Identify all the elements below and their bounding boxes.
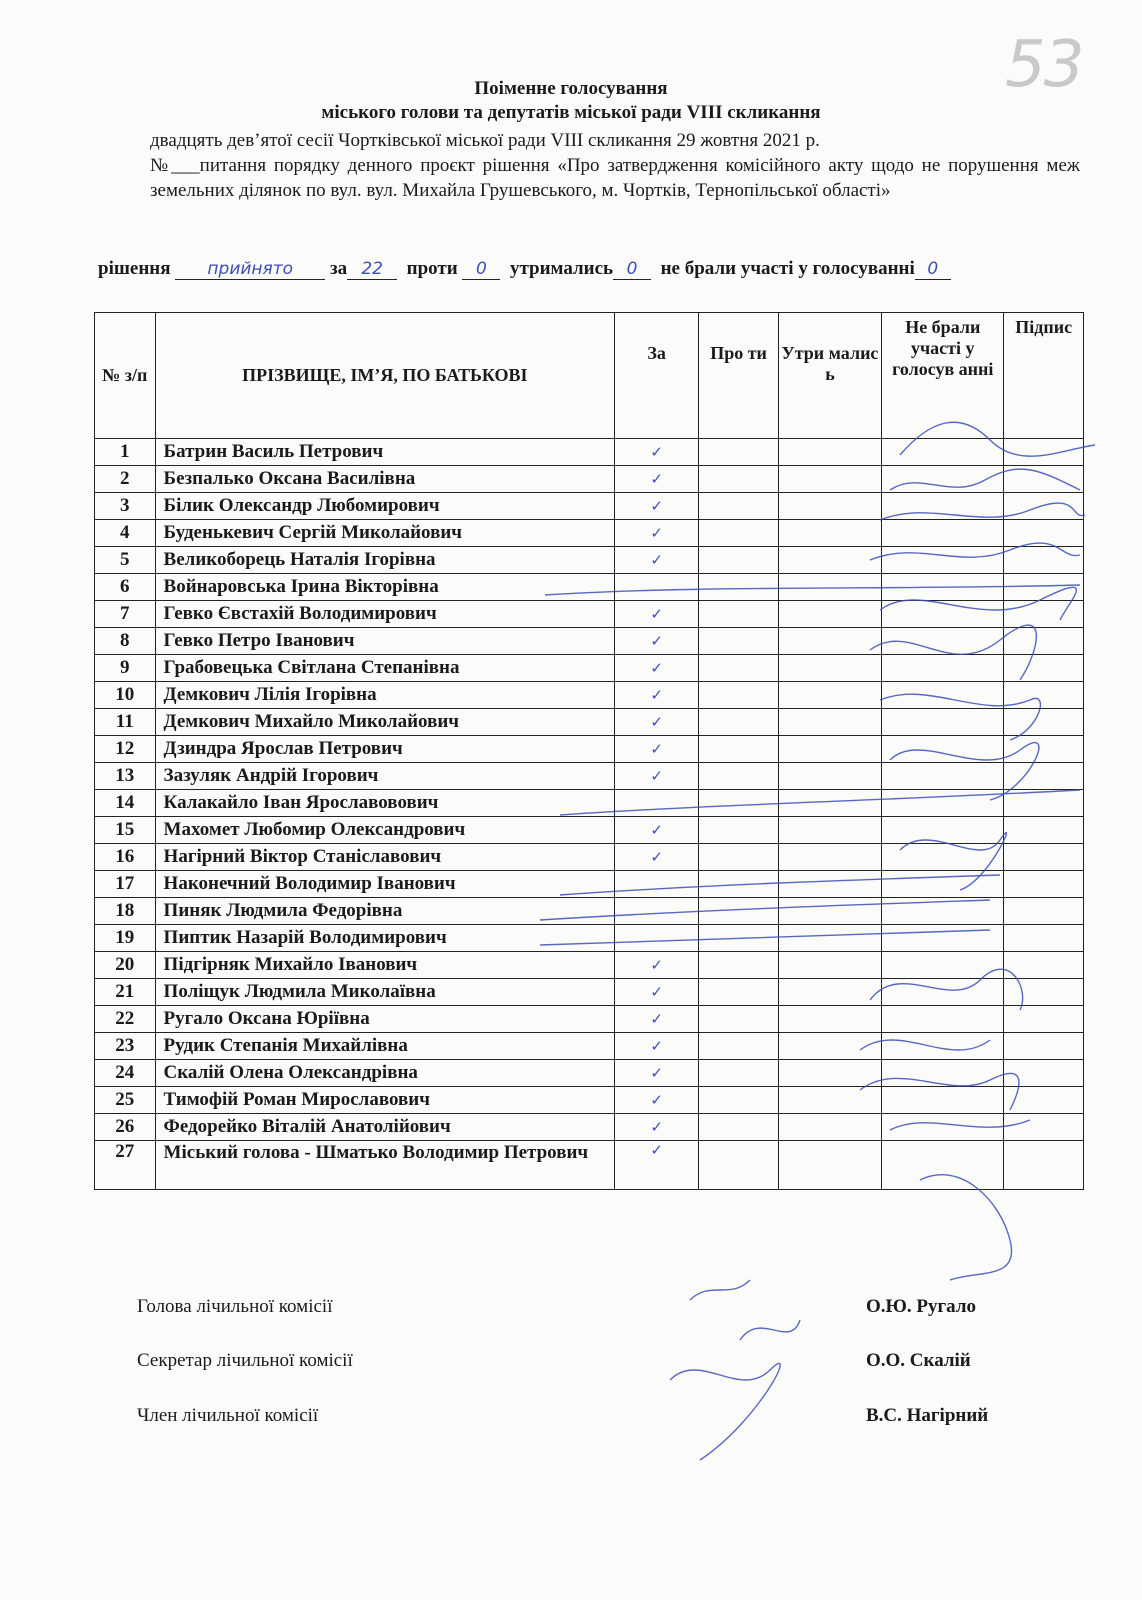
header-against: Про ти [699, 313, 779, 439]
vote-for-mark: ✓ [615, 1087, 699, 1114]
deputy-name: Тимофій Роман Мирославович [155, 1087, 614, 1114]
member-label: Член лічильної комісії [137, 1405, 319, 1426]
vote-for-mark: ✓ [615, 493, 699, 520]
vote-for-mark: ✓ [615, 1141, 699, 1190]
deputy-name: Зазуляк Андрій Ігорович [155, 763, 614, 790]
row-number: 3 [95, 493, 156, 520]
signature-mark [860, 1040, 990, 1050]
vote-for-mark: ✓ [615, 1060, 699, 1087]
row-number: 8 [95, 628, 156, 655]
signature-mark [560, 875, 1000, 895]
row-number: 12 [95, 736, 156, 763]
deputy-name: Пиняк Людмила Федорівна [155, 898, 614, 925]
vote-for-mark: ✓ [615, 520, 699, 547]
row-number: 13 [95, 763, 156, 790]
row-number: 2 [95, 466, 156, 493]
document-subtitle: міського голови та депутатів міської ради VIII скликання [321, 102, 821, 123]
decision-label: рішення [98, 258, 171, 279]
signature-mark [880, 694, 1040, 740]
row-number: 19 [95, 925, 156, 952]
row-number: 24 [95, 1060, 156, 1087]
vote-for-mark: ✓ [615, 655, 699, 682]
deputy-name: Грабовецька Світлана Степанівна [155, 655, 614, 682]
signature-mark [545, 585, 1080, 595]
deputy-name: Наконечний Володимир Іванович [155, 871, 614, 898]
vote-for-mark: ✓ [615, 601, 699, 628]
header-for: За [615, 313, 699, 439]
signature-mark [560, 790, 1080, 815]
row-number: 4 [95, 520, 156, 547]
decision-value: прийнято [175, 259, 325, 280]
vote-for-mark: ✓ [615, 979, 699, 1006]
signature-mark [740, 1320, 800, 1340]
deputy-name: Безпалько Оксана Василівна [155, 466, 614, 493]
secretary-name: О.О. Скалій [866, 1350, 971, 1371]
row-number: 23 [95, 1033, 156, 1060]
row-number: 6 [95, 574, 156, 601]
row-number: 17 [95, 871, 156, 898]
row-number: 16 [95, 844, 156, 871]
row-number: 18 [95, 898, 156, 925]
deputy-name: Войнаровська Ірина Вікторівна [155, 574, 614, 601]
deputy-name: Демкович Лілія Ігорівна [155, 682, 614, 709]
signature-mark [890, 469, 1080, 490]
signature-mark [880, 503, 1085, 520]
signature-mark [920, 1175, 1012, 1280]
row-number: 11 [95, 709, 156, 736]
against-value: 0 [462, 259, 500, 280]
vote-for-mark: ✓ [615, 952, 699, 979]
signature-mark [540, 930, 990, 945]
row-number: 14 [95, 790, 156, 817]
signature-mark [900, 833, 1006, 890]
chair-label: Голова лічильної комісії [137, 1296, 333, 1317]
row-number: 27 [95, 1141, 156, 1190]
signature-mark [860, 1073, 1019, 1110]
signature-mark [870, 625, 1036, 680]
against-label: проти [406, 258, 458, 279]
vote-for-mark: ✓ [615, 547, 699, 574]
deputy-name: Калакайло Іван Ярославовович [155, 790, 614, 817]
deputy-name: Нагірний Віктор Станіславович [155, 844, 614, 871]
signature-mark [880, 587, 1076, 620]
deputy-name: Рудик Степанія Михайлівна [155, 1033, 614, 1060]
signature-mark [690, 1280, 750, 1300]
session-line: двадцять дев’ятої сесії Чортківської міської ради VIII скликання 29 жовтня 2021 р. [150, 130, 820, 151]
deputy-name: Поліщук Людмила Миколаївна [155, 979, 614, 1006]
header-signature: Підпис [1004, 313, 1084, 439]
not-voted-label: не брали участі у голосуванні [660, 258, 915, 279]
vote-for-mark: ✓ [615, 1033, 699, 1060]
signature-mark [890, 1120, 1030, 1130]
vote-for-mark: ✓ [615, 817, 699, 844]
for-label: за [330, 258, 348, 279]
abstained-label: утримались [509, 258, 614, 279]
row-number: 7 [95, 601, 156, 628]
handwritten-page-number: 53 [1005, 28, 1083, 102]
signature-mark [890, 743, 1039, 800]
signature-mark [870, 543, 1080, 560]
row-number: 9 [95, 655, 156, 682]
deputy-name: Гевко Євстахій Володимирович [155, 601, 614, 628]
deputy-name: Гевко Петро Іванович [155, 628, 614, 655]
row-number: 5 [95, 547, 156, 574]
deputy-name: Демкович Михайло Миколайович [155, 709, 614, 736]
vote-for-mark: ✓ [615, 466, 699, 493]
signature-mark [540, 900, 990, 920]
signature-mark [900, 422, 1095, 456]
not-voted-value: 0 [915, 259, 951, 280]
agenda-question: №___питання порядку денного проєкт рішення «Про затвердження комісійного акту щодо не порушення меж земельних ділянок по вул. вул. Михайла Грушевського, м. Чортків, Тернопільської області» [150, 155, 1080, 201]
deputy-name: Федорейко Віталій Анатолійович [155, 1114, 614, 1141]
row-number: 20 [95, 952, 156, 979]
row-number: 15 [95, 817, 156, 844]
header-abstained: Утри малис ь [778, 313, 881, 439]
row-number: 21 [95, 979, 156, 1006]
vote-for-mark: ✓ [615, 628, 699, 655]
signature-mark [670, 1363, 780, 1460]
vote-for-mark: ✓ [615, 844, 699, 871]
deputy-name: Підгірняк Михайло Іванович [155, 952, 614, 979]
vote-for-mark: ✓ [615, 1114, 699, 1141]
row-number: 22 [95, 1006, 156, 1033]
vote-for-mark: ✓ [615, 1006, 699, 1033]
deputy-name: Ругало Оксана Юріївна [155, 1006, 614, 1033]
vote-for-mark: ✓ [615, 682, 699, 709]
chair-name: О.Ю. Ругало [866, 1296, 976, 1317]
row-number: 26 [95, 1114, 156, 1141]
abstained-value: 0 [613, 259, 651, 280]
header-num: № з/п [95, 313, 156, 439]
header-not-voted: Не брали участі у голосув анні [882, 313, 1004, 439]
deputy-name: Пиптик Назарій Володимирович [155, 925, 614, 952]
vote-for-mark: ✓ [615, 763, 699, 790]
vote-for-mark: ✓ [615, 439, 699, 466]
row-number: 1 [95, 439, 156, 466]
for-value: 22 [347, 259, 397, 280]
document-title: Поіменне голосування [474, 78, 668, 99]
vote-for-mark: ✓ [615, 736, 699, 763]
deputy-name: Буденькевич Сергій Миколайович [155, 520, 614, 547]
deputy-name: Батрин Василь Петрович [155, 439, 614, 466]
deputy-name: Дзиндра Ярослав Петрович [155, 736, 614, 763]
deputy-name: Скалій Олена Олександрівна [155, 1060, 614, 1087]
signature-mark [870, 969, 1023, 1010]
row-number: 10 [95, 682, 156, 709]
vote-for-mark: ✓ [615, 709, 699, 736]
header-name: ПРІЗВИЩЕ, ІМ’Я, ПО БАТЬКОВІ [155, 313, 614, 439]
deputy-name: Міський голова - Шматько Володимир Петрович [155, 1141, 614, 1190]
deputy-name: Білик Олександр Любомирович [155, 493, 614, 520]
row-number: 25 [95, 1087, 156, 1114]
secretary-label: Секретар лічильної комісії [137, 1350, 353, 1371]
member-name: В.С. Нагірний [866, 1405, 989, 1426]
deputy-name: Махомет Любомир Олександрович [155, 817, 614, 844]
deputy-name: Великоборець Наталія Ігорівна [155, 547, 614, 574]
